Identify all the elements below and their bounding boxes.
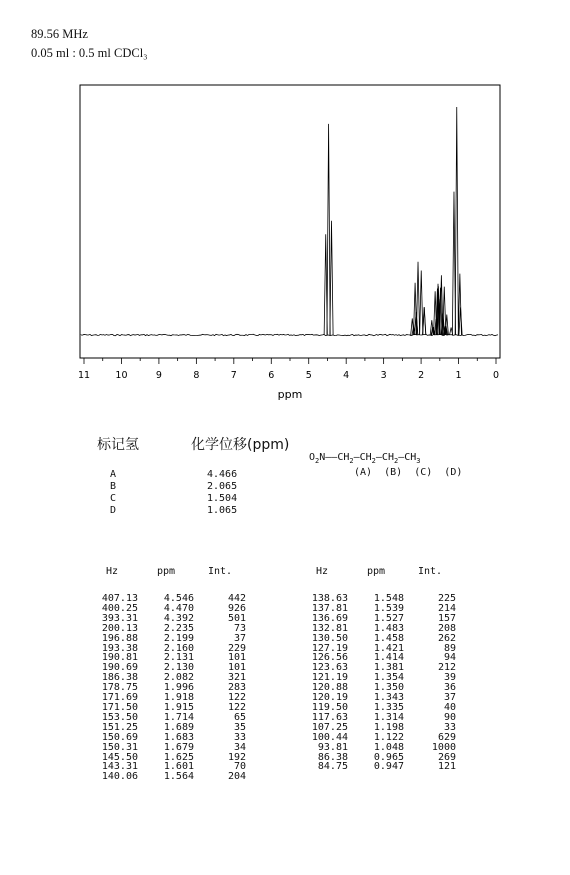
table-row	[296, 743, 456, 753]
cell-ppm: 1.414	[373, 652, 404, 664]
cell-int: 501	[227, 612, 246, 624]
cell-hz: 86.38	[317, 751, 348, 763]
cell-hz: 200.13	[101, 622, 138, 634]
cell-hz: 100.44	[311, 731, 348, 743]
cell-int: 73	[233, 622, 246, 634]
cell-int: 40	[443, 701, 456, 713]
cell-int: 89	[443, 642, 456, 654]
assignment-label-c: C	[110, 493, 117, 504]
cell-int: 39	[443, 672, 456, 684]
cell-ppm: 1.483	[373, 622, 404, 634]
cell-ppm: 1.350	[373, 682, 404, 694]
spectrum-peak	[455, 107, 458, 335]
structure-labels: (A) (B) (C) (D)	[354, 467, 463, 478]
assignment-shift-d: 1.065	[207, 505, 238, 516]
spectrum-peak	[459, 307, 462, 335]
cell-hz: 93.81	[317, 741, 348, 753]
cell-int: 122	[227, 692, 246, 704]
x-axis-ticks	[84, 358, 496, 364]
table-row	[86, 743, 246, 753]
cell-ppm: 2.131	[163, 652, 194, 664]
cell-ppm: 1.915	[163, 701, 194, 713]
cell-int: 90	[443, 711, 456, 723]
cell-ppm: 2.082	[163, 672, 194, 684]
table-row	[86, 772, 246, 782]
cell-hz: 190.81	[101, 652, 138, 664]
cell-ppm: 2.199	[163, 632, 194, 644]
cell-ppm: 1.314	[373, 711, 404, 723]
cell-ppm: 1.527	[373, 612, 404, 624]
spectrometer-frequency: 89.56 MHz	[31, 27, 88, 41]
x-tick-label: 11	[77, 370, 91, 381]
cell-ppm: 1.421	[373, 642, 404, 654]
x-tick-label: 9	[155, 370, 162, 381]
cell-hz: 193.38	[101, 642, 138, 654]
cell-int: 629	[437, 731, 456, 743]
cell-int: 442	[227, 593, 246, 604]
spectrum-peaks	[324, 107, 462, 335]
cell-int: 321	[227, 672, 246, 684]
column-header-hz: Hz	[105, 566, 119, 577]
x-tick-label: 8	[193, 370, 200, 381]
cell-int: 121	[437, 761, 456, 773]
cell-ppm: 1.122	[373, 731, 404, 743]
cell-hz: 117.63	[311, 711, 348, 723]
structure-formula: $O_2N——CH_2—CH_2—CH_2—CH_3$	[309, 452, 421, 465]
peak-table-right	[296, 566, 456, 772]
peak-table-left	[86, 566, 246, 782]
cell-hz: 150.31	[101, 741, 138, 753]
molecular-structure	[309, 452, 462, 479]
cell-ppm: 1.381	[373, 662, 404, 674]
cell-ppm: 2.130	[163, 662, 194, 674]
column-header-int: Int.	[207, 566, 233, 577]
cell-int: 214	[437, 602, 456, 614]
cell-int: 65	[233, 711, 246, 723]
cell-hz: 136.69	[311, 612, 348, 624]
column-header-int: Int.	[417, 566, 443, 577]
cell-ppm: 4.392	[163, 612, 194, 624]
cell-ppm: 1.458	[373, 632, 404, 644]
cell-int: 37	[233, 632, 246, 644]
cell-ppm: 1.548	[373, 593, 404, 604]
cell-int: 229	[227, 642, 246, 654]
cell-int: 204	[227, 771, 246, 783]
assignment-shift-header: 化学位移(ppm)	[191, 437, 290, 453]
cell-int: 157	[437, 612, 456, 624]
cell-hz: 171.50	[101, 701, 138, 713]
cell-hz: 130.50	[311, 632, 348, 644]
assignment-shift-a: 4.466	[207, 469, 238, 480]
cell-hz: 120.88	[311, 682, 348, 694]
cell-int: 262	[437, 632, 456, 644]
column-header-hz: Hz	[315, 566, 329, 577]
cell-int: 34	[233, 741, 246, 753]
x-tick-label: 1	[455, 370, 462, 381]
cell-ppm: 2.160	[163, 642, 194, 654]
cell-ppm: 0.965	[373, 751, 404, 763]
cell-ppm: 1.601	[163, 761, 194, 773]
cell-ppm: 1.625	[163, 751, 194, 763]
cell-ppm: 1.335	[373, 701, 404, 713]
cell-ppm: 1.683	[163, 731, 194, 743]
x-axis-label: ppm	[277, 388, 303, 401]
cell-hz: 123.63	[311, 662, 348, 674]
cell-hz: 190.69	[101, 662, 138, 674]
cell-hz: 84.75	[317, 761, 348, 773]
cell-ppm: 1.198	[373, 721, 404, 733]
cell-int: 225	[437, 593, 456, 604]
cell-int: 33	[233, 731, 246, 743]
cell-hz: 120.19	[311, 692, 348, 704]
cell-hz: 137.81	[311, 602, 348, 614]
cell-hz: 126.56	[311, 652, 348, 664]
cell-hz: 127.19	[311, 642, 348, 654]
cell-int: 70	[233, 761, 246, 773]
x-tick-label: 0	[492, 370, 500, 381]
cell-int: 101	[227, 662, 246, 674]
cell-hz: 119.50	[311, 701, 348, 713]
cell-ppm: 1.679	[163, 741, 194, 753]
cell-int: 122	[227, 701, 246, 713]
assignment-label-header: 标记氢	[97, 437, 139, 453]
cell-int: 101	[227, 652, 246, 664]
cell-hz: 143.31	[101, 761, 138, 773]
cell-hz: 153.50	[101, 711, 138, 723]
column-header-ppm: ppm	[156, 566, 176, 577]
sample-description: 0.05 ml : 0.5 ml CDCl₃	[31, 46, 148, 60]
assignment-label-d: D	[110, 505, 117, 516]
spectrum-peak	[423, 307, 426, 335]
cell-int: 926	[227, 602, 246, 614]
cell-hz: 171.69	[101, 692, 138, 704]
cell-hz: 400.25	[101, 602, 138, 614]
cell-ppm: 1.539	[373, 602, 404, 614]
cell-hz: 393.31	[101, 612, 138, 624]
cell-hz: 140.06	[101, 771, 138, 783]
cell-int: 94	[443, 652, 456, 664]
x-tick-label: 5	[305, 370, 312, 381]
x-tick-label: 3	[380, 370, 387, 381]
cell-ppm: 1.564	[163, 771, 194, 783]
cell-ppm: 1.714	[163, 711, 194, 723]
x-axis-tick-labels	[78, 370, 499, 381]
x-tick-label: 6	[268, 370, 275, 381]
cell-int: 35	[233, 721, 246, 733]
cell-ppm: 1.996	[163, 682, 194, 694]
cell-int: 208	[437, 622, 456, 634]
assignment-label-a: A	[110, 469, 117, 480]
x-tick-label: 4	[343, 370, 350, 381]
cell-hz: 107.25	[311, 721, 348, 733]
x-tick-label: 10	[115, 370, 128, 381]
table-row	[296, 762, 456, 772]
assignment-shift-b: 2.065	[207, 481, 238, 492]
cell-ppm: 1.354	[373, 672, 404, 684]
cell-int: 283	[227, 682, 246, 694]
cell-int: 192	[227, 751, 246, 763]
spectrum-peak	[327, 124, 330, 335]
assignment-shift-c: 1.504	[207, 493, 238, 504]
cell-hz: 132.81	[311, 622, 348, 634]
cell-ppm: 4.546	[163, 593, 194, 604]
cell-ppm: 2.235	[163, 622, 194, 634]
cell-ppm: 1.343	[373, 692, 404, 704]
nmr-spectrum-chart	[0, 0, 570, 410]
cell-int: 212	[437, 662, 456, 674]
cell-ppm: 1.048	[373, 741, 404, 753]
cell-hz: 138.63	[311, 593, 348, 604]
x-tick-label: 2	[418, 370, 425, 381]
cell-hz: 145.50	[101, 751, 138, 763]
cell-hz: 407.13	[101, 593, 138, 604]
cell-int: 269	[437, 751, 456, 763]
cell-hz: 150.69	[101, 731, 138, 743]
cell-hz: 121.19	[311, 672, 348, 684]
cell-hz: 186.38	[101, 672, 138, 684]
cell-int: 36	[443, 682, 456, 694]
cell-ppm: 0.947	[373, 761, 404, 773]
cell-hz: 151.25	[101, 721, 138, 733]
cell-int: 33	[443, 721, 456, 733]
cell-ppm: 1.689	[163, 721, 194, 733]
cell-hz: 178.75	[101, 682, 138, 694]
cell-int: 1000	[431, 741, 456, 753]
cell-int: 37	[443, 692, 456, 704]
spectrum-peak	[420, 270, 423, 335]
spectrum-peak	[330, 221, 333, 335]
cell-ppm: 1.918	[163, 692, 194, 704]
x-tick-label: 7	[230, 370, 237, 381]
cell-hz: 196.88	[101, 632, 138, 644]
cell-ppm: 4.470	[163, 602, 194, 614]
assignment-label-b: B	[110, 481, 117, 492]
spectrum-peak	[416, 262, 419, 335]
column-header-ppm: ppm	[366, 566, 386, 577]
